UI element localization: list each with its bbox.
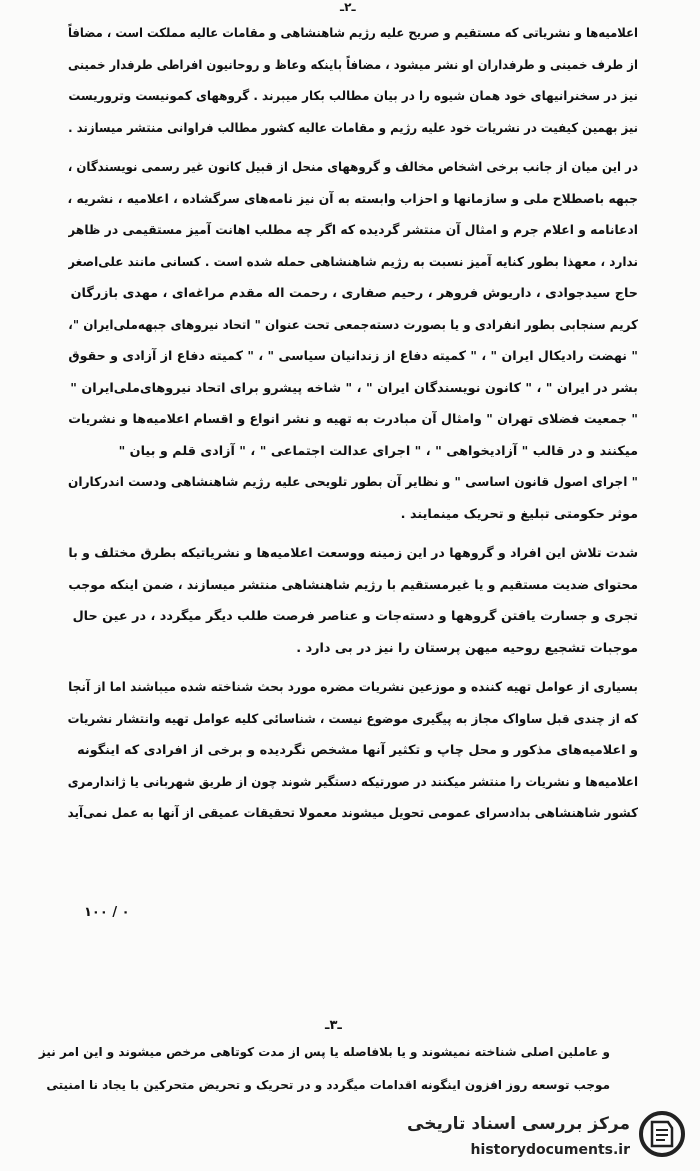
text-line: بشر در ایران " ، " کانون نویسندگان ایران " ، " شاخه پیشرو برای اتحاد نیروهای‌ملی‌ایران " bbox=[70, 380, 638, 396]
text-line: ندارد ، معهذا بطور کنایه آمیز نسبت به رژیم شاهنشاهی حمله شده است . کسانی مانند علی‌اصغر bbox=[68, 254, 638, 270]
watermark-title: مرکز بررسی اسناد تاریخی bbox=[407, 1114, 630, 1134]
page-reference: ۱۰۰ / ۰ bbox=[84, 905, 130, 920]
text-line: تجری و جسارت یافتن گروهها و دسته‌جات و عناصر فرصت طلب دیگر میگردد ، در عین حال bbox=[72, 609, 638, 624]
text-line: بسیاری از عوامل تهیه کننده و موزعین نشریات مضره مورد بحث شناخته شده میباشند اما از آنجا bbox=[68, 680, 638, 695]
text-line: جبهه باصطلاح ملی و سازمانها و احزاب وابسته به آن نیز نامه‌های سرگشاده ، اعلامیه ، نشریه ، bbox=[68, 191, 638, 207]
text-line: نیز بهمین کیفیت در نشریات خود علیه رژیم و مقامات عالیه کشور مطالب فراوانی منتشر میسازند . bbox=[68, 120, 638, 136]
text-line: ادعانامه و اعلام جرم و امثال آن منتشر گردیده که اگر چه مطلب اهانت آمیز مستقیمی در ظاهر bbox=[68, 223, 638, 238]
watermark-url: historydocuments.ir bbox=[470, 1142, 630, 1158]
text-line: میکنند و در قالب " آزادیخواهی " ، " اجرای عدالت اجتماعی " ، " آزادی قلم و بیان " bbox=[118, 443, 638, 459]
watermark bbox=[407, 1108, 690, 1166]
next-page-excerpt bbox=[30, 1036, 610, 1102]
text-line: موجبات تشجیع روحیه میهن پرستان را نیز در بی دارد . bbox=[296, 640, 638, 656]
text-line: که از چندی قبل ساواک مجاز به پیگیری موضوع نیست ، شناسائی کلیه عوامل تهیه وانتشار نشریات bbox=[68, 711, 638, 727]
paragraph bbox=[68, 538, 638, 664]
text-line: و اعلامیه‌های مذکور و محل چاپ و تکثیر آنها مشخص نگردیده و برخی از افرادی که اینگونه bbox=[77, 743, 638, 758]
text-line: شدت تلاش این افراد و گروهها در این زمینه ووسعت اعلامیه‌ها و نشریاتیکه بطرق مختلف و با bbox=[68, 546, 638, 561]
paragraph bbox=[68, 18, 638, 144]
text-line: موجب توسعه روز افزون اینگونه اقدامات میگردد و در تحریک و تحریض متحرکین با یجاد نا امنیتی bbox=[46, 1078, 610, 1092]
document-body bbox=[68, 18, 638, 838]
text-line: در این میان از جانب برخی اشخاص مخالف و گروههای منحل از قبیل کانون غیر رسمی نویسندگان ، bbox=[68, 160, 638, 175]
text-line: کشور شاهنشاهی بدادسرای عمومی تحویل میشوند معمولا تحقیقات عمیقی از آنها به عمل نمی‌آید bbox=[68, 806, 638, 821]
text-line: و عاملین اصلی شناخته نمیشوند و یا بلافاصله یا پس از مدت کوتاهی مرخص میشوند و این امر نیز bbox=[38, 1045, 610, 1059]
text-line: محتوای ضدیت مستقیم و یا غیرمستقیم با رژیم شاهنشاهی منتشر میسازند ، ضمن اینکه موجب bbox=[68, 577, 638, 593]
paragraph bbox=[68, 672, 638, 830]
document-emblem-icon bbox=[638, 1110, 686, 1158]
text-line: اعلامیه‌ها و نشریاتی که مستقیم و صریح علیه رژیم شاهنشاهی و مقامات عالیه مملکت است ، مضافاً bbox=[68, 26, 638, 41]
paragraph bbox=[68, 152, 638, 530]
text-line: موثر حکومتی تبلیغ و تحریک مینمایند . bbox=[400, 506, 638, 522]
text-line: نیز در سخنرانیهای خود همان شیوه را در بیان مطالب بکار میبرند . گروههای کمونیست وتروریست bbox=[68, 89, 638, 104]
top-page-marker: ـ۲ـ bbox=[340, 0, 356, 14]
next-page-marker: ـ۳ـ bbox=[325, 1018, 342, 1033]
text-line: اعلامیه‌ها و نشریات را منتشر میکنند در صورتیکه دستگیر شوند چون از طریق شهربانی یا ژاندارمری bbox=[68, 774, 638, 790]
text-line: " اجرای اصول قانون اساسی " و نظایر آن بطور تلویحی علیه رژیم شاهنشاهی ودست اندرکاران bbox=[68, 475, 638, 490]
text-line: " جمعیت فضلای تهران " وامثال آن مبادرت به تهیه و نشر انواع و اقسام اعلامیه‌ها و نشریات bbox=[68, 412, 638, 427]
text-line: حاج سیدجوادی ، داریوش فروهر ، رحیم صفاری ، رحمت اله مقدم مراغه‌ای ، مهدی بازرگان bbox=[70, 286, 638, 301]
text-line: " نهضت رادیکال ایران " ، " کمیته دفاع از زندانیان سیاسی " ، " کمیته دفاع از آزادی و حقوق bbox=[68, 349, 638, 364]
text-line: کریم سنجابی بطور انفرادی و یا بصورت دسته‌جمعی تحت عنوان " اتحاد نیروهای جبهه‌ملی‌ایران "، bbox=[68, 317, 638, 333]
text-line: از طرف خمینی و طرفداران او نشر میشود ، مضافاً باینکه وعاظ و روحانیون افراطی طرفدار خمینی bbox=[68, 57, 638, 73]
